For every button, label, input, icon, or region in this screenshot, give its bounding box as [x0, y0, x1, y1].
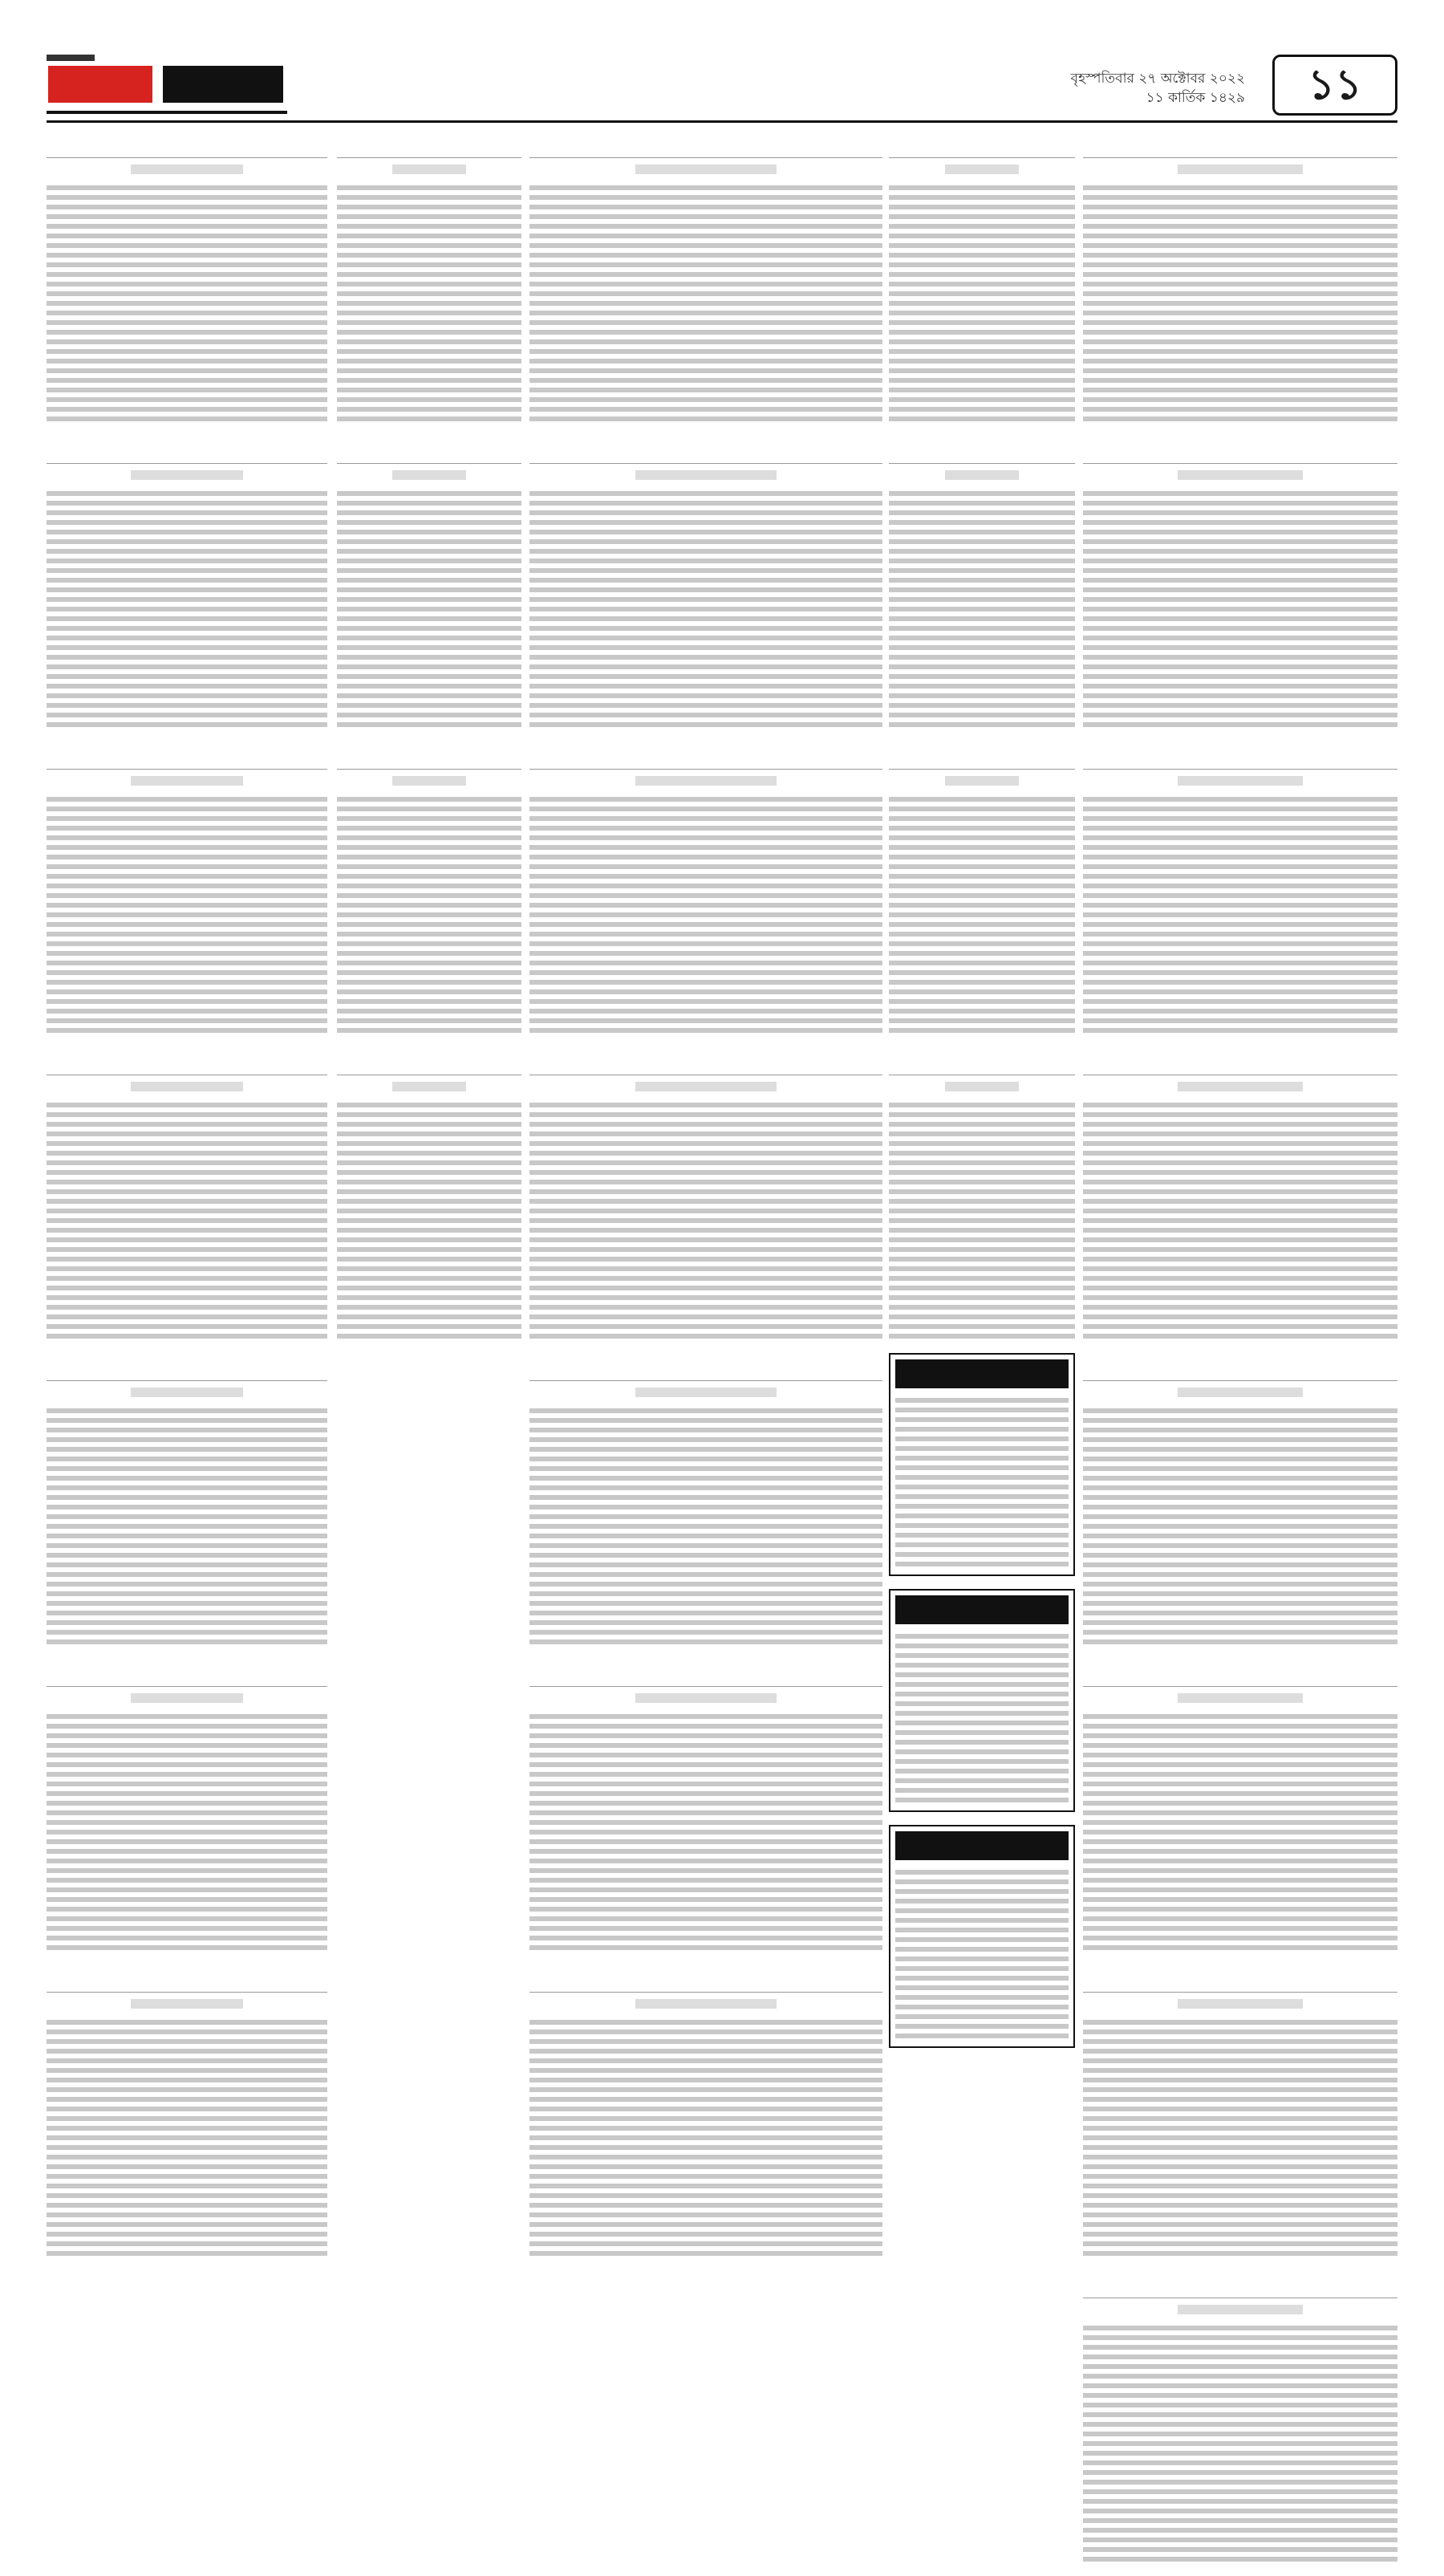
continued-line — [131, 165, 243, 174]
page-number: ১১ — [1272, 55, 1397, 116]
date-line: বৃহস্পতিবার ২৭ অক্টোবর ২০২২ — [1070, 71, 1245, 87]
continued-line — [1178, 1082, 1304, 1091]
continued-line — [131, 1693, 243, 1703]
classified-body — [895, 1629, 1069, 1806]
column-3 — [529, 130, 882, 2270]
article-headline — [47, 1659, 327, 1687]
article-body — [1083, 1098, 1397, 1339]
article-headline — [889, 436, 1075, 464]
classified-box — [889, 1589, 1075, 1812]
masthead-rule — [47, 120, 1397, 123]
continued-line — [392, 1082, 466, 1091]
column-1 — [47, 130, 327, 2270]
article-body — [889, 792, 1075, 1033]
article-headline — [1083, 1353, 1397, 1381]
article — [1083, 1965, 1397, 2256]
article-headline — [889, 1047, 1075, 1075]
article-headline — [1083, 436, 1397, 464]
article-body — [47, 792, 327, 1033]
article — [1083, 1047, 1397, 1339]
article-body — [1083, 2321, 1397, 2562]
article-headline — [889, 130, 1075, 158]
continued-line — [1178, 165, 1304, 174]
article-body — [529, 792, 882, 1033]
article — [1083, 2270, 1397, 2562]
continued-line — [1178, 1999, 1304, 2009]
classified-title — [895, 1831, 1069, 1860]
article-body — [529, 1098, 882, 1339]
article-headline — [1083, 1965, 1397, 1993]
article-headline — [529, 130, 882, 158]
article-body — [47, 1709, 327, 1950]
continued-line — [945, 470, 1020, 480]
article-headline — [1083, 130, 1397, 158]
classified-body — [895, 1393, 1069, 1570]
article — [529, 130, 882, 421]
dateline — [1071, 69, 1245, 108]
article — [1083, 1353, 1397, 1644]
article — [337, 436, 521, 727]
article — [337, 130, 521, 421]
article-body — [529, 181, 882, 421]
article-body — [47, 2015, 327, 2256]
continued-line — [1178, 776, 1304, 786]
article — [47, 1965, 327, 2256]
article-headline — [337, 436, 521, 464]
classified-title — [895, 1359, 1069, 1388]
masthead — [47, 55, 1397, 112]
article-headline — [337, 1047, 521, 1075]
article — [529, 436, 882, 727]
article-body — [889, 1098, 1075, 1339]
article — [889, 436, 1075, 727]
article-body — [1083, 792, 1397, 1033]
bengali-date-line: ১১ কার্তিক ১৪২৯ — [1146, 90, 1245, 106]
article-body — [529, 2015, 882, 2256]
article — [47, 742, 327, 1033]
article — [889, 130, 1075, 421]
newspaper-logo — [47, 55, 287, 114]
article-headline — [529, 1659, 882, 1687]
continued-line — [945, 776, 1020, 786]
article-body — [47, 181, 327, 421]
classified-title — [895, 1595, 1069, 1624]
continued-line — [635, 1388, 777, 1397]
article — [1083, 742, 1397, 1033]
article-body — [1083, 1709, 1397, 1950]
article — [1083, 1659, 1397, 1950]
article-body — [889, 486, 1075, 727]
article — [47, 1353, 327, 1644]
classified-body — [895, 1865, 1069, 2042]
article-headline — [337, 130, 521, 158]
continued-line — [1178, 470, 1304, 480]
article-headline — [1083, 742, 1397, 770]
article-headline — [47, 1047, 327, 1075]
logo-wordmark-black — [163, 66, 283, 103]
article-body — [337, 1098, 521, 1339]
article — [529, 742, 882, 1033]
continued-line — [635, 165, 777, 174]
article — [889, 1047, 1075, 1339]
continued-line — [945, 165, 1020, 174]
article-headline — [337, 742, 521, 770]
continued-line — [131, 1082, 243, 1091]
article-body — [1083, 486, 1397, 727]
article-headline — [47, 436, 327, 464]
article-headline — [529, 742, 882, 770]
logo-wordmark-red — [48, 66, 152, 103]
article — [337, 1047, 521, 1339]
article-headline — [529, 436, 882, 464]
article-headline — [889, 742, 1075, 770]
article-body — [47, 1404, 327, 1644]
article-body — [47, 486, 327, 727]
article-body — [337, 486, 521, 727]
article — [337, 742, 521, 1033]
article-body — [529, 486, 882, 727]
article-body — [337, 181, 521, 421]
article-body — [1083, 1404, 1397, 1644]
article — [47, 1047, 327, 1339]
article-headline — [47, 130, 327, 158]
article-body — [889, 181, 1075, 421]
article-headline — [47, 1965, 327, 1993]
article-headline — [1083, 2270, 1397, 2298]
classified-box — [889, 1353, 1075, 1576]
article — [529, 1659, 882, 1950]
continued-line — [392, 776, 466, 786]
article — [47, 130, 327, 421]
column-4 — [889, 130, 1075, 2061]
continued-line — [392, 470, 466, 480]
continued-line — [1178, 2305, 1304, 2314]
continued-line — [635, 1082, 777, 1091]
article-body — [337, 792, 521, 1033]
continued-line — [945, 1082, 1020, 1091]
continued-line — [1178, 1388, 1304, 1397]
article-body — [1083, 2015, 1397, 2256]
column-5 — [1083, 130, 1397, 2576]
article — [1083, 436, 1397, 727]
article-body — [529, 1404, 882, 1644]
continued-line — [392, 165, 466, 174]
logo-tagline-mark — [47, 55, 95, 61]
article-headline — [47, 1353, 327, 1381]
article-headline — [529, 1965, 882, 1993]
article-headline — [1083, 1047, 1397, 1075]
article — [1083, 130, 1397, 421]
article — [529, 1965, 882, 2256]
article — [47, 1659, 327, 1950]
continued-line — [131, 470, 243, 480]
article-headline — [529, 1353, 882, 1381]
article-body — [47, 1098, 327, 1339]
continued-line — [635, 470, 777, 480]
article-body — [529, 1709, 882, 1950]
article-headline — [1083, 1659, 1397, 1687]
article — [529, 1353, 882, 1644]
article — [889, 742, 1075, 1033]
continued-line — [635, 776, 777, 786]
continued-line — [131, 776, 243, 786]
article — [529, 1047, 882, 1339]
article-headline — [529, 1047, 882, 1075]
article-body — [1083, 181, 1397, 421]
column-2 — [337, 130, 521, 1353]
continued-line — [635, 1999, 777, 2009]
article-headline — [47, 742, 327, 770]
classified-box — [889, 1825, 1075, 2048]
continued-line — [635, 1693, 777, 1703]
continued-line — [131, 1999, 243, 2009]
continued-line — [131, 1388, 243, 1397]
continued-line — [1178, 1693, 1304, 1703]
article — [47, 436, 327, 727]
